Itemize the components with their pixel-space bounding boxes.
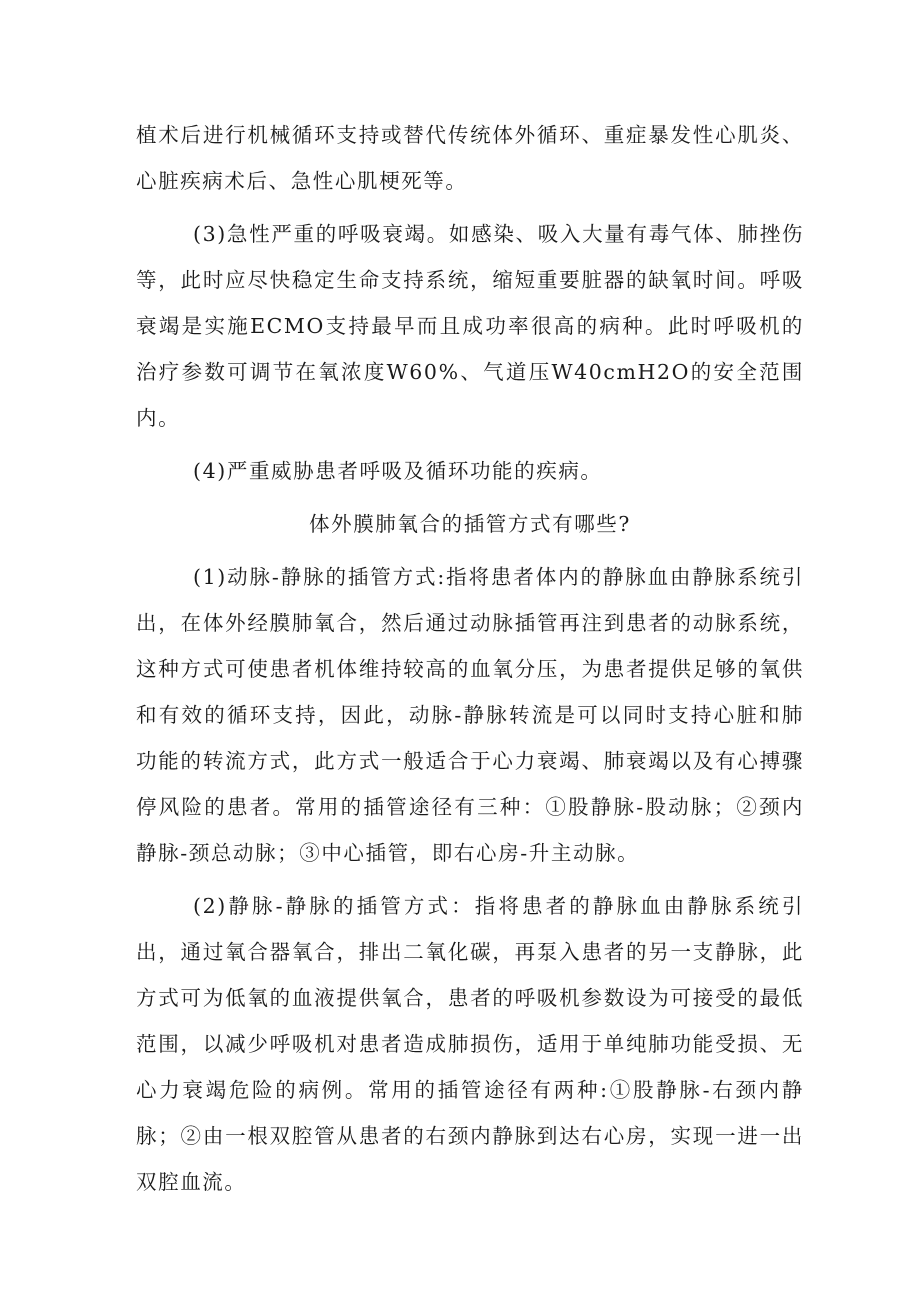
paragraph-arterial-venous: (1)动脉-静脉的插管方式:指将患者体内的静脉血由静脉系统引出，在体外经膜肺氧合，然后通过动脉插管再注到患者的动脉系统，这种方式可使患者机体维持较高的血氧分压，为患者提供足够的氧供和有效的循环支持，因此，动脉-静脉转流是可以同时支持心脏和肺功能的转流方式，此方式一般适合于心力衰竭、肺衰竭以及有心搏骤停风险的患者。常用的插管途径有三种：①股静脉-股动脉；②颈内静脉-颈总动脉；③中心插管，即右心房-升主动脉。 [136, 565, 804, 865]
paragraph-severe-disease: (4)严重威胁患者呼吸及循环功能的疾病。 [193, 459, 603, 483]
document-body [136, 112, 804, 1212]
paragraph-respiratory-failure: (3)急性严重的呼吸衰竭。如感染、吸入大量有毒气体、肺挫伤等，此时应尽快稳定生命支持系统，缩短重要脏器的缺氧时间。呼吸衰竭是实施ECMO支持最早而且成功率很高的病种。此时呼吸机的治疗参数可调节在氧浓度W60%、气道压W40cmH2O的安全范围内。 [136, 222, 804, 430]
paragraph-venous-venous: (2)静脉-静脉的插管方式：指将患者的静脉血由静脉系统引出，通过氧合器氧合，排出二氧化碳，再泵入患者的另一支静脉，此方式可为低氧的血液提供氧合，患者的呼吸机参数设为可接受的最低范围，以减少呼吸机对患者造成肺损伤，适用于单纯肺功能受损、无心力衰竭危险的病例。常用的插管途径有两种:①股静脉-右颈内静脉；②由一根双腔管从患者的右颈内静脉到达右心房，实现一进一出双腔血流。 [136, 894, 804, 1194]
section-heading: 体外膜肺氧合的插管方式有哪些? [309, 512, 631, 536]
paragraph-continuation: 植术后进行机械循环支持或替代传统体外循环、重症暴发性心肌炎、心脏疾病术后、急性心肌梗死等。 [136, 123, 804, 193]
